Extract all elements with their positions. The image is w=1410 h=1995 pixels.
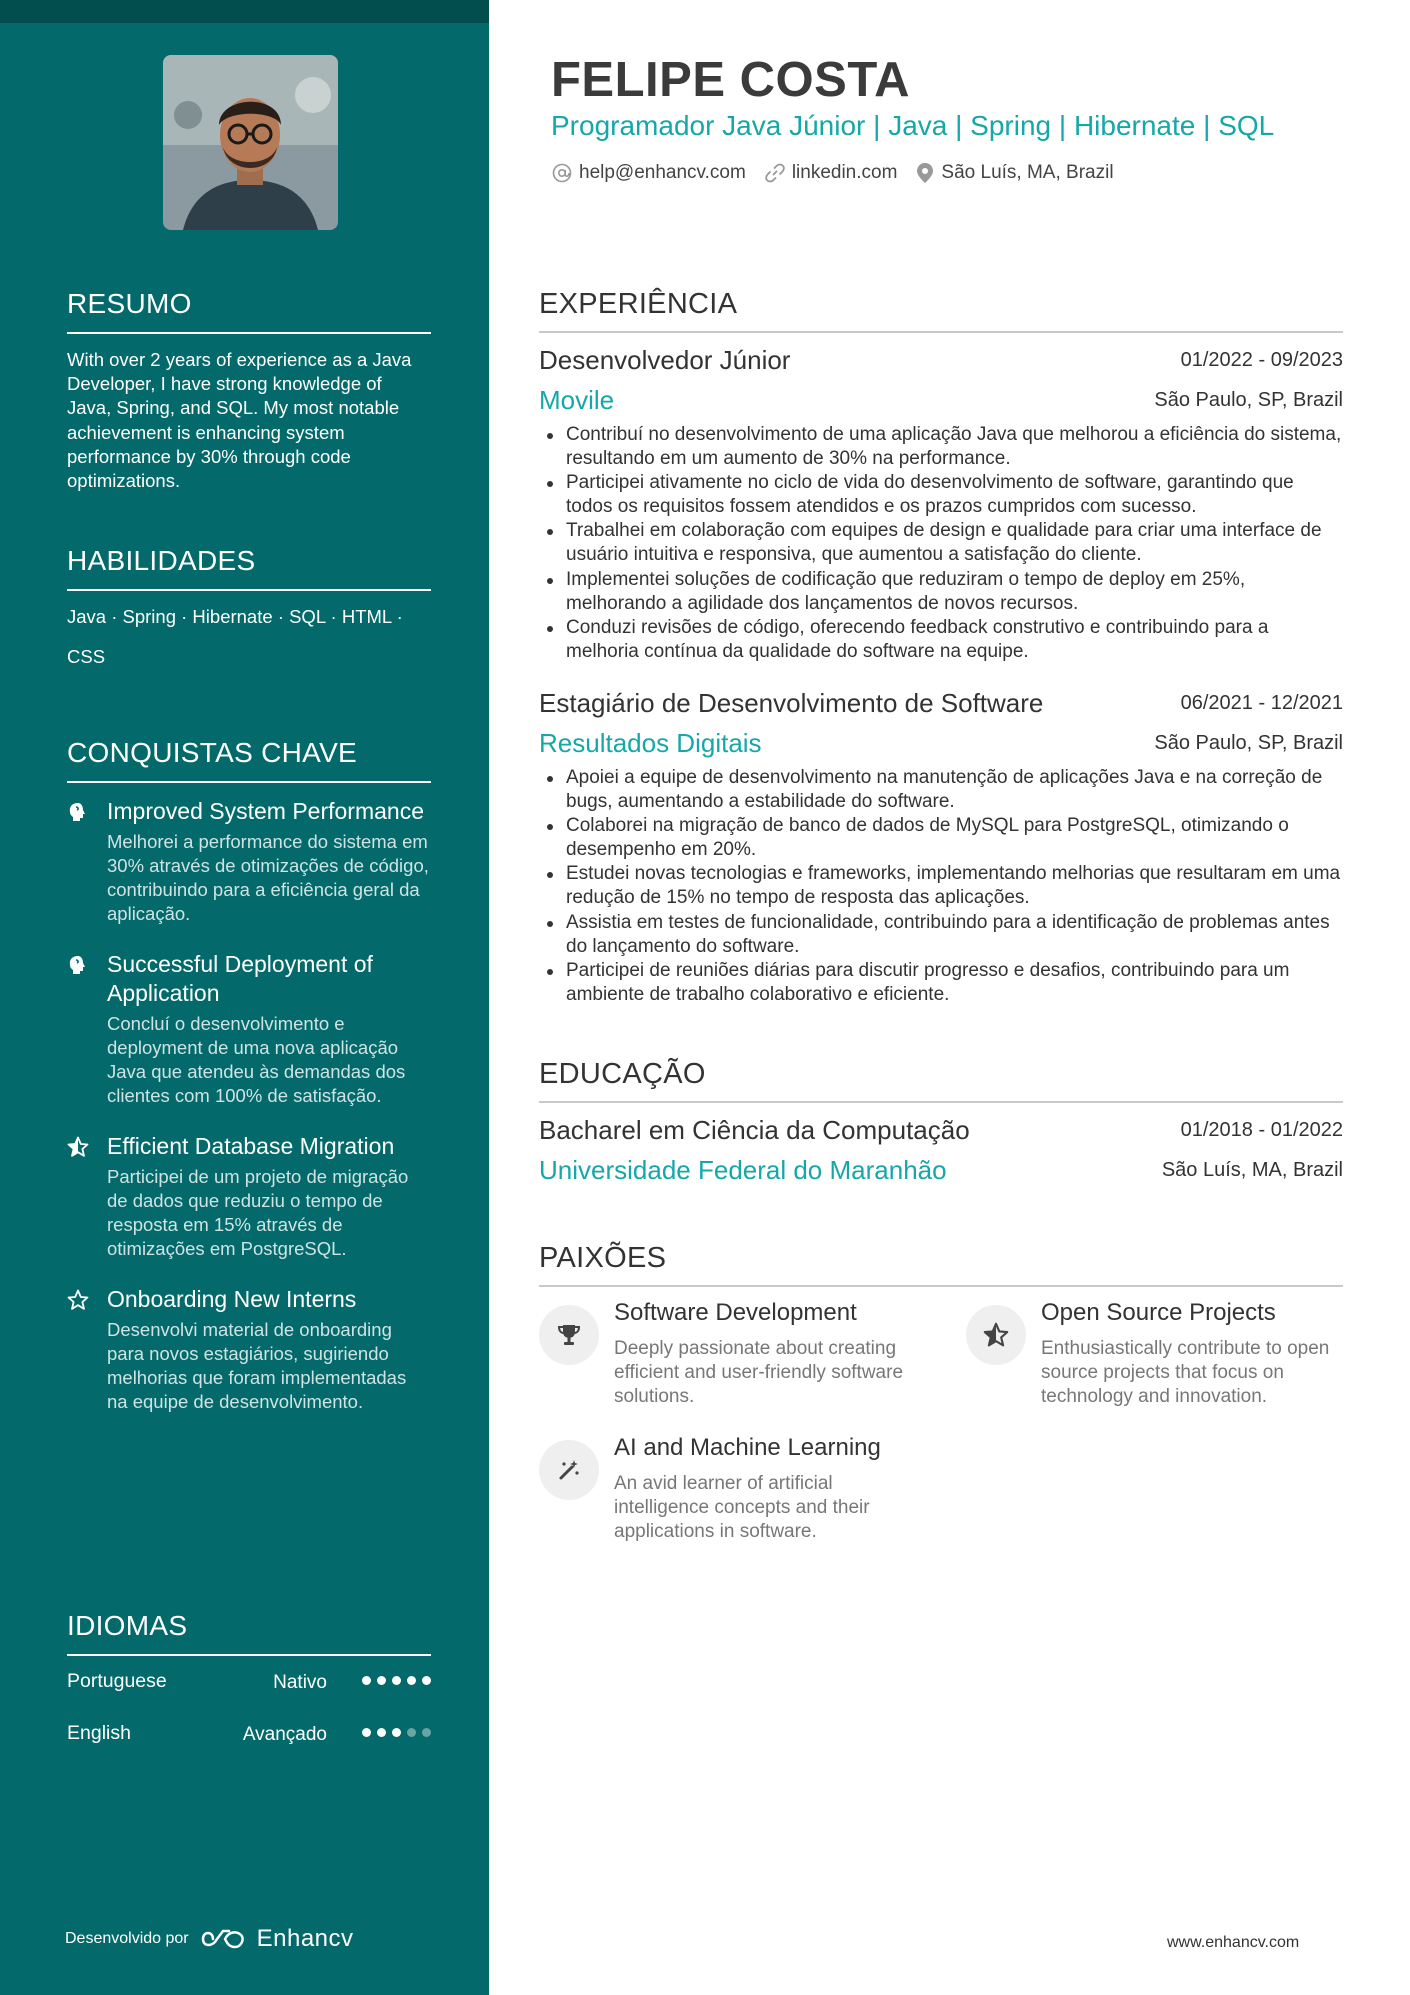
proficiency-dot xyxy=(422,1676,431,1685)
half-star-icon xyxy=(983,1322,1009,1348)
job-company-row xyxy=(539,385,1343,425)
contact-location xyxy=(915,162,1113,184)
proficiency-dot xyxy=(377,1728,386,1737)
achievement-desc: Desenvolvi material de onboarding para novos estagiários, sugiriendo melhorias que foram implementadas na equipe de desenvolvimento. xyxy=(107,1319,407,1412)
skills-list: Java · Spring · Hibernate · SQL · HTML · CSS xyxy=(67,606,403,667)
passions-section xyxy=(539,1242,1343,1599)
contact-email-text: help@enhancv.com xyxy=(579,162,746,183)
job-role: Desenvolvedor Júnior xyxy=(539,345,791,375)
achievement-item xyxy=(67,1285,431,1414)
job-company-row xyxy=(539,728,1343,768)
achievement-title: Improved System Performance xyxy=(107,798,425,824)
passion-desc: Deeply passionate about creating efficient and user-friendly software solutions. xyxy=(614,1338,904,1407)
job-bullet: Estudei novas tecnologias e frameworks, implementando melhorias que resultaram em uma redução de 15% no tempo de resposta das aplicações. xyxy=(539,862,1343,910)
education-section xyxy=(539,1058,1343,1195)
job-header xyxy=(539,688,1343,728)
infinity-logo-icon xyxy=(201,1926,249,1952)
education-location: São Luís, MA, Brazil xyxy=(1161,1159,1343,1181)
profile-photo xyxy=(163,55,338,230)
language-item xyxy=(67,1710,431,1762)
brain-icon xyxy=(67,801,89,823)
job-company: Movile xyxy=(539,385,615,415)
languages-section xyxy=(67,1610,431,1762)
language-level: Avançado xyxy=(242,1724,327,1745)
passion-title: AI and Machine Learning xyxy=(614,1434,881,1461)
job-bullet: Trabalhei em colaboração com equipes de design e qualidade para criar uma interface de usuário intuitiva e responsiva, que aumentou a satisfação do cliente. xyxy=(539,519,1343,567)
passion-icon-circle xyxy=(966,1305,1026,1365)
half-star-icon xyxy=(67,1136,89,1158)
job-entry xyxy=(539,345,1343,664)
proficiency-dot xyxy=(392,1676,401,1685)
job-bullet: Assistia em testes de funcionalidade, contribuindo para a identificação de problemas antes do lançamento do software. xyxy=(539,911,1343,959)
job-location: São Paulo, SP, Brazil xyxy=(1154,389,1343,411)
at-icon xyxy=(551,162,573,184)
language-level: Nativo xyxy=(273,1672,327,1693)
job-bullet: Participei de reuniões diárias para discutir progresso e desafios, contribuindo para um ambiente de trabalho colaborativo e eficiente. xyxy=(539,959,1343,1007)
star-outline-icon xyxy=(67,1289,89,1311)
achievement-item xyxy=(67,1132,431,1261)
language-dots xyxy=(362,1728,431,1737)
summary-title: RESUMO xyxy=(67,288,431,334)
proficiency-dot xyxy=(422,1728,431,1737)
job-dates: 06/2021 - 12/2021 xyxy=(1180,691,1343,714)
achievement-title: Efficient Database Migration xyxy=(107,1133,395,1159)
passions-title: PAIXÕES xyxy=(539,1242,1343,1287)
job-bullet: Implementei soluções de codificação que reduziram o tempo de deploy em 25%, melhorando a agilidade dos lançamentos de novos recursos. xyxy=(539,568,1343,616)
experience-title: EXPERIÊNCIA xyxy=(539,288,1343,333)
language-dots xyxy=(362,1676,431,1685)
proficiency-dot xyxy=(377,1676,386,1685)
achievements-section xyxy=(67,737,431,1414)
passion-title: Open Source Projects xyxy=(1041,1299,1276,1326)
achievement-desc: Participei de um projeto de migração de dados que reduziu o tempo de resposta em 15% através de otimizações em PostgreSQL. xyxy=(107,1166,409,1259)
footer-credit xyxy=(65,1925,354,1953)
footer-url[interactable]: www.enhancv.com xyxy=(1167,1934,1300,1951)
achievements-title: CONQUISTAS CHAVE xyxy=(67,737,431,783)
language-item xyxy=(67,1658,431,1710)
achievement-item xyxy=(67,797,431,926)
job-dates: 01/2022 - 09/2023 xyxy=(1180,349,1343,371)
skills-section xyxy=(67,545,431,677)
passion-desc: An avid learner of artificial intelligence concepts and their applications in software. xyxy=(614,1473,870,1542)
job-bullets xyxy=(539,766,1343,1007)
language-name: English xyxy=(67,1722,131,1744)
proficiency-dot xyxy=(362,1728,371,1737)
footer-label: Desenvolvido por xyxy=(65,1930,189,1947)
proficiency-dot xyxy=(407,1676,416,1685)
proficiency-dot xyxy=(362,1676,371,1685)
contact-location-text: São Luís, MA, Brazil xyxy=(941,162,1114,183)
education-title: EDUCAÇÃO xyxy=(539,1058,1343,1103)
job-bullet: Contribuí no desenvolvimento de uma aplicação Java que melhorou a eficiência do sistema, resultando em um aumento de 30% na performance. xyxy=(539,423,1343,471)
enhancv-logo[interactable] xyxy=(201,1925,354,1953)
proficiency-dot xyxy=(392,1728,401,1737)
education-degree: Bacharel em Ciência da Computação xyxy=(539,1115,970,1145)
job-entry xyxy=(539,688,1343,1007)
language-name: Portuguese xyxy=(67,1670,167,1692)
education-dates: 01/2018 - 01/2022 xyxy=(1180,1119,1343,1141)
education-school-row xyxy=(539,1155,1343,1195)
magic-wand-icon xyxy=(556,1457,582,1483)
summary-section xyxy=(67,288,431,493)
experience-section xyxy=(539,288,1343,1007)
brand-name: Enhancv xyxy=(256,1925,354,1952)
job-header xyxy=(539,345,1343,385)
sidebar xyxy=(0,0,489,1995)
achievement-title: Successful Deployment of Application xyxy=(107,951,373,1006)
contact-link-text: linkedin.com xyxy=(791,162,898,183)
proficiency-dot xyxy=(407,1728,416,1737)
contact-bar xyxy=(551,162,1132,184)
passion-icon-circle xyxy=(539,1440,599,1500)
contact-email[interactable] xyxy=(551,162,746,184)
achievement-desc: Concluí o desenvolvimento e deployment de uma nova aplicação Java que atendeu às demandas dos clientes com 100% de satisfação. xyxy=(107,1013,406,1106)
job-bullet: Apoiei a equipe de desenvolvimento na manutenção de aplicações Java e na correção de bugs, aumentando a estabilidade do software. xyxy=(539,766,1343,814)
candidate-name: FELIPE COSTA xyxy=(551,53,911,107)
education-school: Universidade Federal do Maranhão xyxy=(539,1155,947,1185)
education-entry xyxy=(539,1115,1343,1195)
job-bullet: Colaborei na migração de banco de dados de MySQL para PostgreSQL, otimizando o desempenho em 20%. xyxy=(539,814,1343,862)
achievement-desc: Melhorei a performance do sistema em 30% através de otimizações de código, contribuindo para a eficiência geral da aplicação. xyxy=(107,831,429,924)
job-location: São Paulo, SP, Brazil xyxy=(1154,731,1343,754)
achievement-item xyxy=(67,950,431,1108)
passion-desc: Enthusiastically contribute to open source projects that focus on technology and innovation. xyxy=(1041,1338,1330,1407)
passions-grid xyxy=(539,1299,1343,1599)
link-icon xyxy=(764,162,786,184)
candidate-headline: Programador Java Júnior | Java | Spring | Hibernate | SQL xyxy=(551,110,1275,141)
job-bullet: Participei ativamente no ciclo de vida do desenvolvimento de software, garantindo que todos os requisitos fossem atendidos e os prazos cumpridos com sucesso. xyxy=(539,471,1343,519)
location-pin-icon xyxy=(915,162,935,184)
job-role: Estagiário de Desenvolvimento de Software xyxy=(539,687,1044,718)
achievement-title: Onboarding New Interns xyxy=(107,1286,357,1312)
passion-icon-circle xyxy=(539,1305,599,1365)
job-company: Resultados Digitais xyxy=(539,727,762,758)
passion-title: Software Development xyxy=(614,1299,857,1326)
contact-link[interactable] xyxy=(764,162,898,184)
trophy-icon xyxy=(556,1322,582,1348)
skills-title: HABILIDADES xyxy=(67,545,431,591)
sidebar-top-bar xyxy=(0,0,489,23)
education-header xyxy=(539,1115,1343,1155)
brain-icon xyxy=(67,954,89,976)
job-bullet: Conduzi revisões de código, oferecendo feedback construtivo e contribuindo para a melhoria contínua da qualidade do software na equipe. xyxy=(539,616,1343,664)
languages-title: IDIOMAS xyxy=(67,1610,431,1656)
job-bullets xyxy=(539,423,1343,664)
summary-text: With over 2 years of experience as a Java Developer, I have strong knowledge of Java, Spring, and SQL. My most notable achievement is enhancing system performance by 30% through code optimizations. xyxy=(67,349,412,492)
